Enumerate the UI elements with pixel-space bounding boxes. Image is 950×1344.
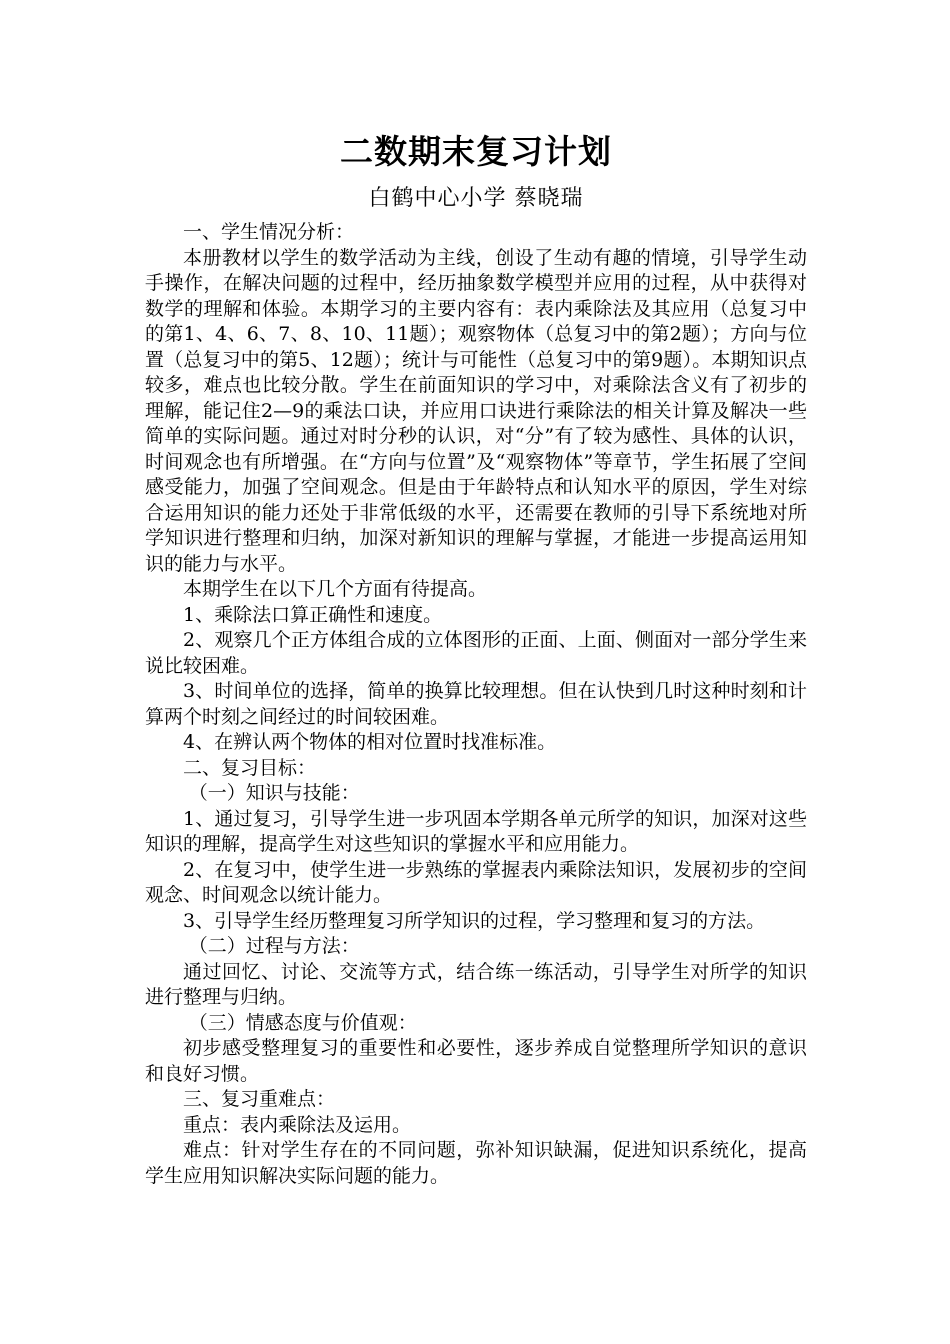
document-page xyxy=(145,128,807,1189)
document-body xyxy=(145,220,807,1189)
paragraph-key-point: 重点：表内乘除法及运用。 xyxy=(183,1113,412,1136)
list-item-1: 1、乘除法口算正确性和速度。 xyxy=(183,603,443,626)
section-heading-key-points: 三、复习重难点： xyxy=(183,1088,336,1110)
list-item-4: 4、在辨认两个物体的相对位置时找准标准。 xyxy=(183,731,557,753)
section-heading-goals: 二、复习目标： xyxy=(183,756,317,779)
paragraph-emotion-values: 初步感受整理复习的重要性和必要性，逐步养成自觉整理所学知识的意识和良好习惯。 xyxy=(145,1037,807,1085)
list-item-3: 3、时间单位的选择，简单的换算比较理想。但在认快到几时这种时刻和计算两个时刻之间经过的时间较困难。 xyxy=(145,680,807,728)
subheading-emotion-values: （三）情感态度与价值观： xyxy=(188,1011,417,1034)
list-item-2: 2、观察几个正方体组合成的立体图形的正面、上面、侧面对一部分学生来说比较困难。 xyxy=(145,629,807,677)
paragraph-process-method: 通过回忆、讨论、交流等方式，结合练一练活动，引导学生对所学的知识进行整理与归纳。 xyxy=(145,960,807,1008)
section-heading-student-analysis: 一、学生情况分析： xyxy=(183,221,355,243)
paragraph-difficult-point: 难点：针对学生存在的不同问题，弥补知识缺漏，促进知识系统化，提高学生应用知识解决实际问题的能力。 xyxy=(145,1139,807,1187)
document-title: 二数期末复习计划 xyxy=(340,132,612,171)
goal-item-3: 3、引导学生经历整理复习所学知识的过程，学习整理和复习的方法。 xyxy=(183,909,766,932)
goal-item-1: 1、通过复习，引导学生进一步巩固本学期各单元所学的知识，加深对这些知识的理解，提高学生对这些知识的掌握水平和应用能力。 xyxy=(145,807,807,855)
goal-item-2: 2、在复习中，使学生进一步熟练的掌握表内乘除法知识，发展初步的空间观念、时间观念以统计能力。 xyxy=(145,858,807,906)
paragraph-improvement-intro: 本期学生在以下几个方面有待提高。 xyxy=(183,578,488,600)
subheading-process-method: （二）过程与方法： xyxy=(188,935,360,957)
subheading-knowledge-skills: （一）知识与技能： xyxy=(188,782,360,804)
author-line: 白鹤中心小学 蔡晓瑞 xyxy=(368,186,584,211)
paragraph-analysis: 本册教材以学生的数学活动为主线，创设了生动有趣的情境，引导学生动手操作，在解决问题的过程中，经历抽象数学模型并应用的过程，从中获得对数学的理解和体验。本期学习的主要内容有：表内乘除法及其应用（总复习中的第1、4、6、7、8、10、11题）；观察物体（总复习中的第2题）；方向与位置（总复习中的第5、12题）；统计与可能性（总复习中的第9题）。本期知识点较多，难点也比较分散。学生在前面知识的学习中，对乘除法含义有了初步的理解，能记住2—9的乘法口诀，并应用口诀进行乘除法的相关计算及解决一些简单的实际问题。通过对时分秒的认识，对“分”有了较为感性、具体的认识，时间观念也有所增强。在“方向与位置”及“观察物体”等章节，学生拓展了空间感受能力，加强了空间观念。但是由于年龄特点和认知水平的原因，学生对综合运用知识的能力还处于非常低级的水平，还需要在教师的引导下系统地对所学知识进行整理和归纳，加深对新知识的理解与掌握，才能进一步提高运用知识的能力与水平。 xyxy=(145,246,807,575)
